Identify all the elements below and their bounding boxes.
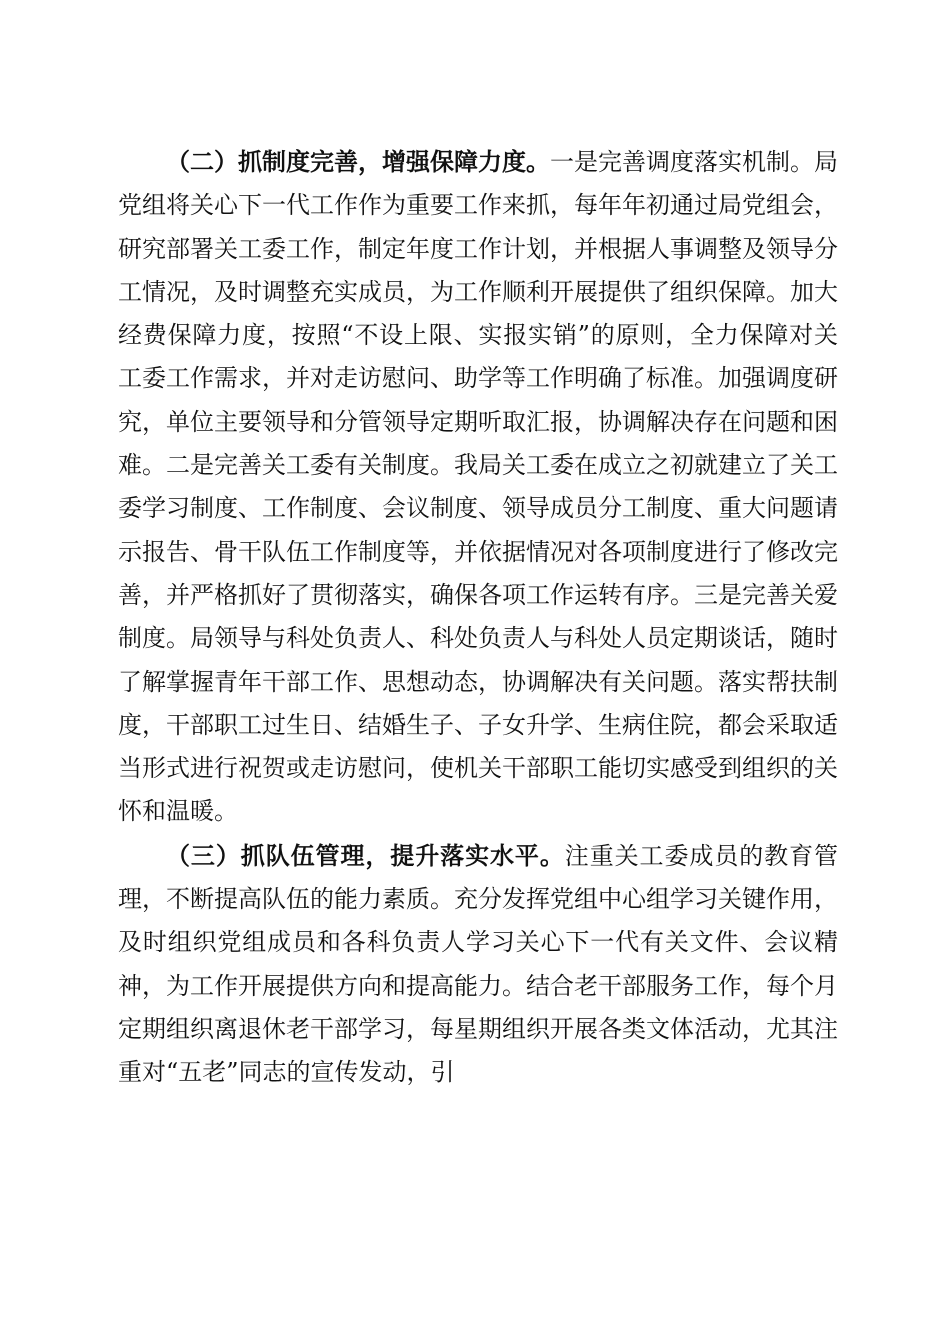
paragraph-institution-improvement [118, 140, 838, 834]
paragraph-text: 一是完善调度落实机制。局党组将关心下一代工作作为重要工作来抓，每年年初通过局党组会，研究部署关工委工作，制定年度工作计划，并根据人事调整及领导分工情况，及时调整充实成员，为工作顺利开展提供了组织保障。加大经费保障力度，按照“不设上限、实报实销”的原则，全力保障对关工委工作需求，并对走访慰问、助学等工作明确了标准。加强调度研究，单位主要领导和分管领导定期听取汇报，协调解决存在问题和困难。二是完善关工委有关制度。我局关工委在成立之初就建立了关工委学习制度、工作制度、会议制度、领导成员分工制度、重大问题请示报告、骨干队伍工作制度等，并依据情况对各项制度进行了修改完善，并严格抓好了贯彻落实，确保各项工作运转有序。三是完善关爱制度。局领导与科处负责人、科处负责人与科处人员定期谈话，随时了解掌握青年干部工作、思想动态，协调解决有关问题。落实帮扶制度，干部职工过生日、结婚生子、子女升学、生病住院，都会采取适当形式进行祝贺或走访慰问，使机关干部职工能切实感受到组织的关怀和温暖。 [118, 148, 838, 826]
paragraph-heading: （二）抓制度完善，增强保障力度。 [166, 147, 550, 176]
paragraph-team-management [118, 834, 838, 1095]
document-body [118, 140, 838, 1095]
paragraph-text: 注重关工委成员的教育管理，不断提高队伍的能力素质。充分发挥党组中心组学习关键作用，及时组织党组成员和各科负责人学习关心下一代有关文件、会议精神，为工作开展提供方向和提高能力。结合老干部服务工作，每个月定期组织离退休老干部学习，每星期组织开展各类文体活动，尤其注重对“五老”同志的宣传发动，引 [118, 841, 839, 1087]
paragraph-heading: （三）抓队伍管理，提升落实水平。 [166, 840, 565, 870]
